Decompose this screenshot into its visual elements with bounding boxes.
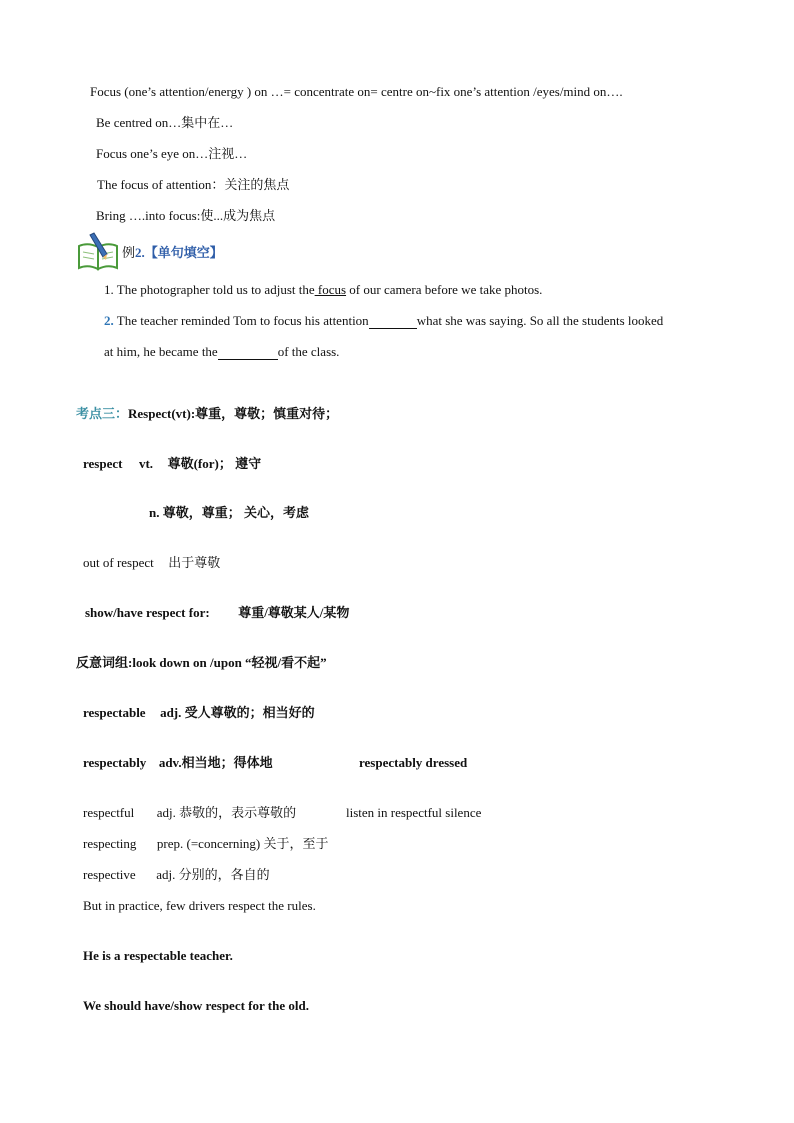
respect-n-pos: n.	[149, 505, 160, 520]
respecting-entry	[83, 836, 329, 852]
respectably-def: adv.相当地；得体地	[158, 755, 273, 770]
example-number: 2.	[135, 245, 145, 260]
focus-phrase-line: Be centred on…集中在…	[96, 115, 234, 130]
respect-n-entry	[149, 505, 309, 521]
respectful-entry	[83, 805, 296, 821]
point3-label: 考点三：	[76, 406, 129, 421]
q2-line2-before: at him, he became the	[104, 344, 218, 359]
question-1	[104, 282, 542, 298]
example-sentence: We should have/show respect for the old.	[83, 998, 309, 1013]
focus-phrase-line: Focus one’s eye on…注视…	[96, 146, 248, 161]
respect-vt-entry	[83, 456, 261, 472]
respectful-word: respectful	[83, 805, 135, 820]
q2-number: 2.	[104, 313, 114, 328]
focus-phrase-line: Bring ….into focus:使...成为焦点	[96, 208, 276, 223]
respectful-def: adj. 恭敬的，表示尊敬的	[156, 805, 297, 820]
q1-text-after: of our camera before we take photos.	[349, 282, 543, 297]
q2-line2-after: of the class.	[277, 344, 340, 359]
respecting-def: prep. (=concerning) 关于，至于	[156, 836, 329, 851]
q1-answer: focus	[314, 282, 347, 297]
focus-phrase-line: Focus (one’s attention/energy ) on …= concentrate on= centre on~fix one’s attention /eyes/mind on….	[90, 84, 623, 99]
example-sentence: But in practice, few drivers respect the rules.	[83, 898, 316, 913]
respective-def: adj. 分别的，各自的	[156, 867, 270, 882]
respectably-entry	[83, 755, 273, 771]
example-prefix: 例	[122, 245, 136, 260]
show-have-entry	[85, 605, 349, 621]
out-of-respect: out of respect	[83, 555, 154, 570]
point3-heading	[76, 406, 338, 422]
respect-vt-meaning: 尊敬(for)； 遵守	[167, 456, 262, 471]
respective-word: respective	[83, 867, 136, 882]
show-have-phrase: show/have respect for:	[85, 605, 210, 620]
respect-word: respect	[83, 456, 123, 471]
question-2	[104, 313, 663, 329]
out-of-respect-entry	[83, 555, 220, 571]
q2-text-after: what she was saying. So all the students looked	[416, 313, 664, 328]
respectable-entry	[83, 705, 315, 721]
book-pencil-icon	[76, 232, 122, 272]
respectful-example: listen in respectful silence	[346, 805, 482, 820]
focus-phrase-line: The focus of attention：关注的焦点	[97, 177, 290, 192]
q2-text-before: The teacher reminded Tom to focus his attention	[116, 313, 369, 328]
point3-title: Respect(vt):尊重，尊敬；慎重对待；	[128, 406, 339, 421]
question-2-line-2	[104, 344, 339, 360]
example-type: 【单句填空】	[144, 245, 223, 260]
respective-entry	[83, 867, 270, 883]
q2-blank-1[interactable]	[369, 316, 417, 329]
respectably-example: respectably dressed	[359, 755, 468, 770]
example-label	[122, 245, 223, 261]
antonym-entry: 反意词组:look down on /upon “轻视/看不起”	[76, 655, 327, 670]
show-have-cn: 尊重/尊敬某人/某物	[238, 605, 350, 620]
respect-n-meaning: 尊敬，尊重； 关心，考虑	[162, 505, 309, 520]
q2-blank-2[interactable]	[218, 347, 278, 360]
respectably-word: respectably	[83, 755, 147, 770]
respectable-word: respectable	[83, 705, 146, 720]
q1-number: 1.	[104, 282, 114, 297]
respecting-word: respecting	[83, 836, 137, 851]
out-of-respect-cn: 出于尊敬	[168, 555, 221, 570]
respectable-def: adj. 受人尊敬的；相当好的	[160, 705, 315, 720]
example-sentence: He is a respectable teacher.	[83, 948, 233, 963]
respect-vt-pos: vt.	[138, 456, 154, 471]
q1-text-before: The photographer told us to adjust the	[116, 282, 315, 297]
